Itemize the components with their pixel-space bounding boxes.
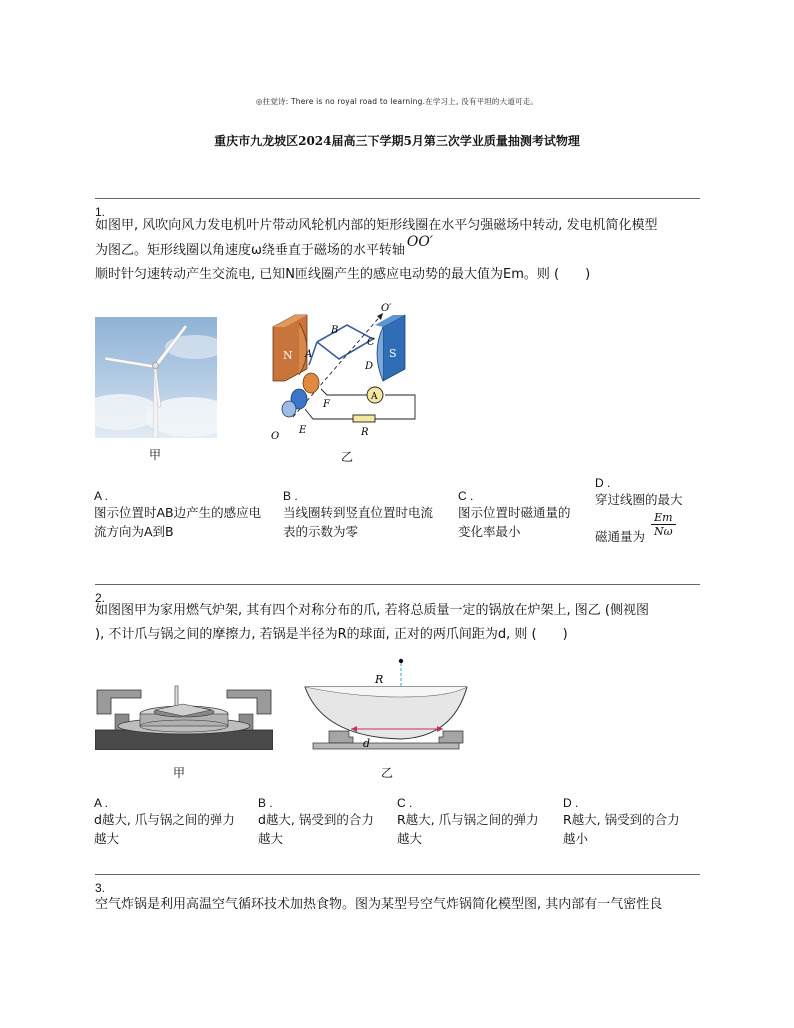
ammeter-label: A bbox=[371, 392, 378, 402]
option-text: 穿过线圈的最大 bbox=[595, 492, 683, 507]
option-letter: A . bbox=[94, 489, 109, 503]
option-text: d越大, 爪与锅之间的弹力 越大 bbox=[94, 812, 235, 846]
question-number: 1. bbox=[95, 205, 106, 219]
question-divider bbox=[95, 584, 700, 585]
axis-label: OO′ bbox=[406, 234, 434, 250]
radius-label: R bbox=[375, 673, 384, 686]
option-letter: D . bbox=[563, 796, 579, 810]
coil-label-b: B bbox=[331, 325, 339, 336]
option-a[interactable] bbox=[94, 489, 279, 541]
option-c[interactable] bbox=[458, 489, 593, 541]
question-stem bbox=[95, 893, 705, 917]
document-title: 重庆市九龙坡区2024届高三下学期5月第三次学业质量抽测考试物理 bbox=[214, 134, 580, 148]
option-letter: C . bbox=[397, 796, 413, 810]
figure-caption: 甲 bbox=[173, 766, 186, 780]
question-divider bbox=[95, 198, 700, 199]
option-text: R越大, 锅受到的合力 越小 bbox=[563, 812, 680, 846]
option-text: 图示位置时AB边产生的感应电 流方向为A到B bbox=[94, 505, 262, 539]
figure-caption: 乙 bbox=[341, 450, 354, 464]
option-letter: C . bbox=[458, 489, 474, 503]
option-letter: D . bbox=[595, 476, 611, 490]
magnet-s-label: S bbox=[389, 347, 397, 360]
question-stem bbox=[95, 214, 705, 287]
stem-line: 顺时针匀速转动产生交流电, 已知N匝线圈产生的感应电动势的最大值为Em。则 ( ) bbox=[95, 267, 591, 282]
question-divider bbox=[95, 874, 700, 875]
fraction-denominator: Nω bbox=[654, 525, 673, 538]
option-text: 图示位置时磁通量的 变化率最小 bbox=[458, 505, 571, 539]
option-text: 磁通量为 bbox=[595, 529, 646, 544]
option-letter: A . bbox=[94, 796, 109, 810]
magnet-n-label: N bbox=[283, 349, 293, 362]
generator-diagram bbox=[265, 297, 425, 445]
option-c[interactable] bbox=[397, 796, 562, 848]
question-number: 3. bbox=[95, 881, 106, 895]
wind-turbine-photo bbox=[95, 317, 217, 438]
question-number: 2. bbox=[95, 591, 106, 605]
fraction-numerator: Em bbox=[651, 511, 676, 525]
stove-rack-figure bbox=[95, 684, 273, 750]
stem-line: 如图甲, 风吹向风力发电机叶片带动风轮机内部的矩形线圈在水平匀强磁场中转动, 发电机简化模型 bbox=[95, 218, 658, 233]
stem-line: ), 不计爪与锅之间的摩擦力, 若锅是半径为R的球面, 正对的两爪间距为d, 则 ( ) bbox=[95, 627, 568, 642]
brush-label-f: F bbox=[323, 399, 330, 410]
stem-line: 空气炸锅是利用高温空气循环技术加热食物。图为某型号空气炸锅简化模型图, 其内部有一气密性良 bbox=[95, 897, 663, 912]
coil-label-c: C bbox=[367, 337, 375, 348]
distance-label: d bbox=[363, 737, 371, 750]
pot-side-view-figure bbox=[303, 657, 469, 752]
axis-label-o: O bbox=[271, 431, 280, 442]
option-text: 当线圈转到竖直位置时电流 表的示数为零 bbox=[283, 505, 434, 539]
stem-line: 如图图甲为家用燃气炉架, 其有四个对称分布的爪, 若将总质量一定的锅放在炉架上, 图乙 (侧视图 bbox=[95, 603, 649, 618]
stem-line: 为图乙。矩形线圈以角速度ω绕垂直于磁场的水平转轴OO′ bbox=[95, 234, 434, 258]
option-letter: B . bbox=[283, 489, 298, 503]
figure-caption: 乙 bbox=[381, 766, 394, 780]
brush-label-e: E bbox=[299, 425, 307, 436]
option-d[interactable] bbox=[595, 476, 705, 545]
coil-label-a: A bbox=[305, 349, 313, 360]
option-d[interactable] bbox=[563, 796, 703, 848]
option-letter: B . bbox=[258, 796, 273, 810]
option-b[interactable] bbox=[283, 489, 458, 541]
question-stem bbox=[95, 599, 705, 647]
option-text: d越大, 锅受到的合力 越大 bbox=[258, 812, 374, 846]
coil-label-d: D bbox=[365, 361, 374, 372]
option-text: R越大, 爪与锅之间的弹力 越大 bbox=[397, 812, 539, 846]
resistor-label: R bbox=[361, 427, 369, 438]
motto-line: ◎拄觉诗: There is no royal road to learning.在学习上, 没有平坦的大道可走。 bbox=[255, 97, 539, 106]
option-b[interactable] bbox=[258, 796, 398, 848]
figure-caption: 甲 bbox=[149, 448, 162, 462]
option-a[interactable] bbox=[94, 796, 259, 848]
fraction bbox=[651, 511, 676, 538]
axis-label-o-prime: O′ bbox=[381, 303, 392, 314]
